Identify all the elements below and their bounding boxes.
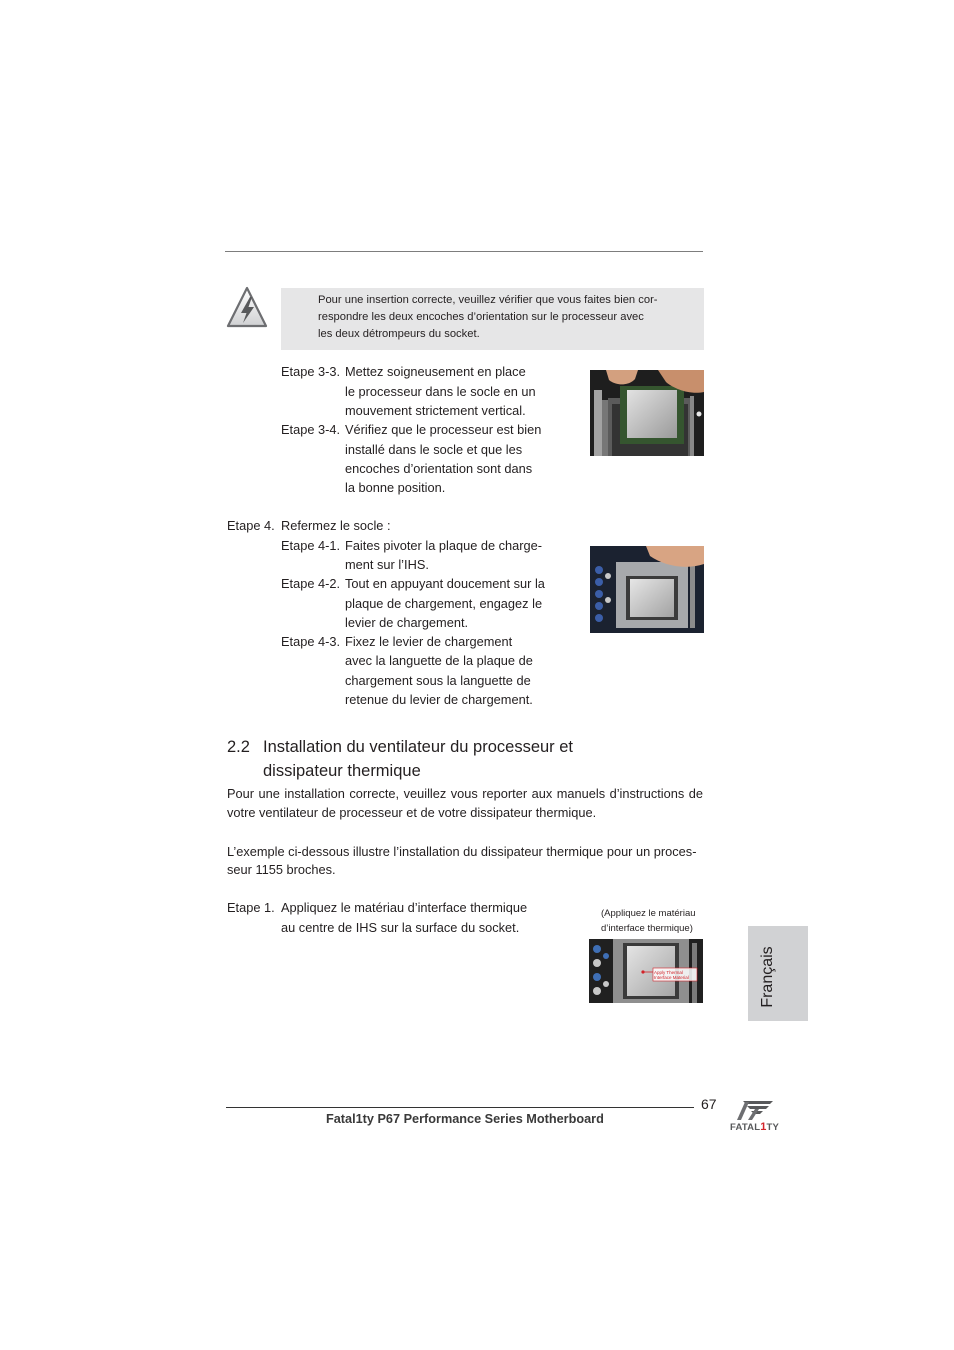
step3-list (281, 362, 541, 497)
step-line: la bonne position. (345, 480, 446, 496)
step-line: Fixez le levier de chargement (345, 634, 513, 650)
step-4-1 (281, 536, 545, 575)
step-4-3 (281, 632, 545, 709)
step-line: le processeur dans le socle en un (345, 383, 536, 399)
caption-line: d’interface thermique) (601, 922, 693, 934)
step-label: Etape 3-4. (281, 422, 341, 438)
notice-text (318, 292, 658, 343)
paragraph-line: Pour une installation correcte, veuillez vous reporter aux manuels d’instructions de (227, 785, 703, 801)
paragraph (227, 843, 703, 880)
section-title-line: Installation du ventilateur du processeur et (263, 738, 574, 756)
step-line: chargement sous la languette de (345, 672, 531, 688)
paragraph (227, 784, 703, 822)
step-4 (227, 516, 545, 535)
step-content (345, 574, 545, 632)
step-content (281, 898, 527, 937)
step-line: plaque de chargement, engagez le (345, 595, 543, 611)
step4-substeps (281, 536, 545, 710)
section-number: 2.2 (227, 738, 250, 756)
language-tab-label: Français (759, 946, 776, 1008)
figure-label-line: Interface Material (654, 975, 689, 980)
step-line: avec la languette de la plaque de (345, 653, 533, 669)
language-tab (748, 926, 808, 1021)
fatal1ty-logo-text (730, 1121, 779, 1134)
section-title (263, 735, 573, 783)
notice-line: Pour une insertion correcte, veuillez vérifier que vous faites bien cor- (318, 293, 658, 306)
thermal-material-label (654, 970, 689, 980)
step-label: Etape 4-2. (281, 576, 341, 592)
step-4-2 (281, 574, 545, 632)
step-label: Etape 3-3. (281, 364, 341, 380)
step-label: Etape 4. (227, 518, 275, 534)
notice-line: les deux détrompeurs du socket. (318, 327, 480, 340)
figure-caption (601, 906, 696, 936)
step-label: Etape 4-1. (281, 537, 341, 553)
step-line: encoches d’orientation sont dans (345, 460, 533, 476)
step-line: Tout en appuyant doucement sur la (345, 576, 545, 592)
step-3-4 (281, 420, 541, 497)
step-3-3 (281, 362, 541, 420)
footer-divider (226, 1107, 694, 1108)
step-label: Etape 1. (227, 900, 275, 916)
warning-icon (226, 286, 268, 328)
fatal1ty-logo-icon (735, 1099, 775, 1121)
step-line: Appliquez le matériau d’interface thermique (281, 900, 528, 916)
notice-line: respondre les deux encoches d’orientation sur le processeur avec (318, 310, 644, 323)
paragraph-line: votre ventilateur de processeur et de votre dissipateur thermique. (227, 804, 597, 820)
figure-label-line: Apply Thermal (654, 970, 683, 975)
step-line: levier de chargement. (345, 614, 469, 630)
step-label: Etape 4-3. (281, 634, 341, 650)
page-number: 67 (701, 1096, 717, 1112)
step-line: mouvement strictement vertical. (345, 402, 526, 418)
footer-title: Fatal1ty P67 Performance Series Motherboard (326, 1112, 604, 1126)
section-title-line: dissipateur thermique (263, 762, 421, 780)
step-line: retenue du levier de chargement. (345, 692, 533, 708)
step-1 (227, 898, 527, 937)
caption-line: (Appliquez le matériau (601, 907, 696, 919)
step-content (345, 420, 541, 497)
step-line: Mettez soigneusement en place (345, 364, 526, 380)
step-line: Refermez le socle : (281, 518, 391, 534)
paragraph-line: seur 1155 broches. (227, 862, 336, 878)
paragraph-line: L’exemple ci-dessous illustre l’installation du dissipateur thermique pour un proces- (227, 843, 697, 859)
cpu-insertion-photo (590, 370, 704, 456)
section-heading (227, 735, 573, 783)
step-line: installé dans le socle et que les (345, 441, 523, 457)
step-content (345, 536, 542, 575)
step-line: au centre de IHS sur la surface du socket. (281, 919, 520, 935)
logo-text-part: FATAL (730, 1122, 761, 1133)
top-divider (225, 251, 703, 252)
step4-block (227, 516, 545, 709)
logo-text-part: TY (766, 1122, 780, 1133)
step-content (345, 362, 536, 420)
step-line: ment sur l’IHS. (345, 556, 429, 572)
step-line: Vérifiez que le processeur est bien (345, 422, 542, 438)
load-plate-photo (590, 546, 704, 633)
step-line: Faites pivoter la plaque de charge- (345, 537, 543, 553)
step-content (345, 632, 533, 709)
logo-text-digit: 1 (760, 1121, 767, 1133)
